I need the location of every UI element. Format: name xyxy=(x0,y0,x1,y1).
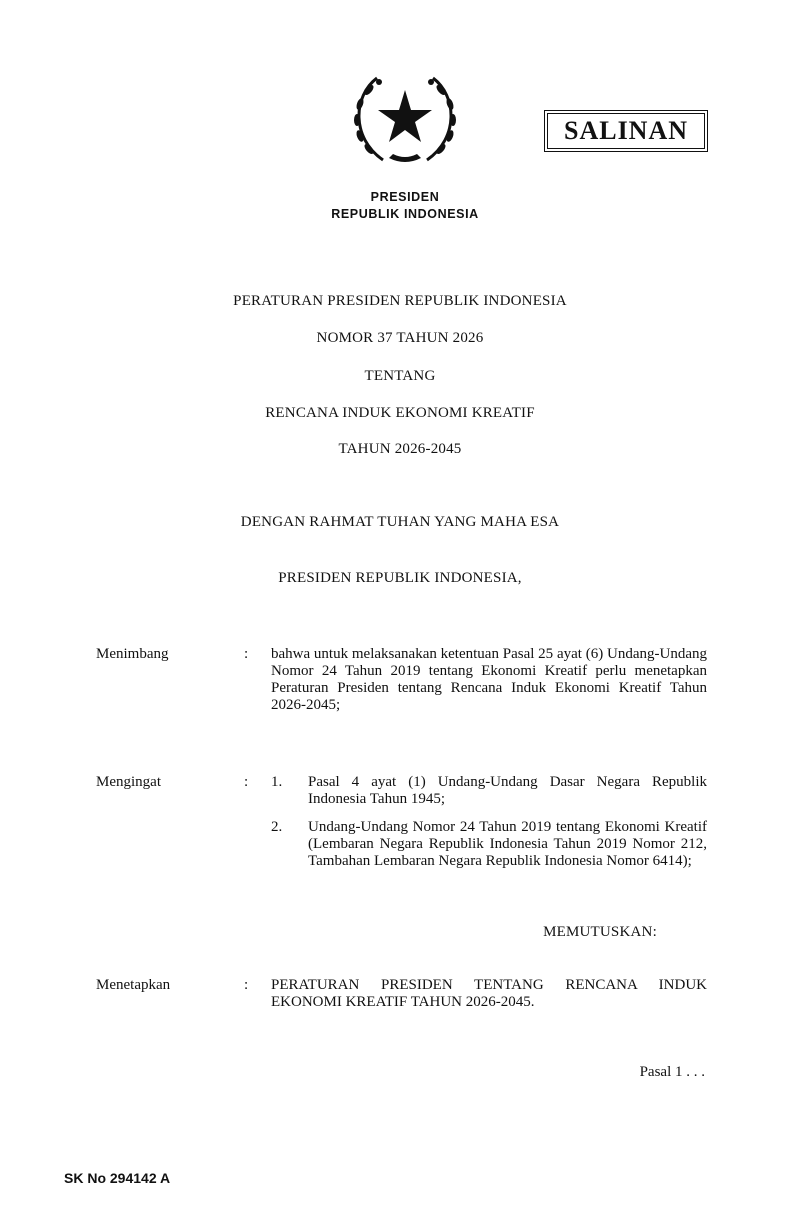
sk-number: SK No 294142 A xyxy=(64,1170,171,1186)
mengingat-label: Mengingat xyxy=(96,774,161,790)
preamble-presiden: PRESIDEN REPUBLIK INDONESIA, xyxy=(278,570,522,586)
page-continuation: Pasal 1 . . . xyxy=(639,1064,705,1080)
title-regulation: PERATURAN PRESIDEN REPUBLIK INDONESIA xyxy=(233,293,567,309)
mengingat-item-number: 1. xyxy=(271,774,283,790)
mengingat-item-text: Pasal 4 ayat (1) Undang-Undang Dasar Negara Republik Indonesia Tahun 1945; xyxy=(308,774,707,807)
mengingat-colon: : xyxy=(244,774,249,790)
menimbang-label: Menimbang xyxy=(96,646,169,662)
mengingat-item-text: Undang-Undang Nomor 24 Tahun 2019 tentang Ekonomi Kreatif (Lembaran Negara Republik Indonesia Tahun 2019 Nomor 212, Tambahan Lembaran Negara Republik Indonesia Nomor 6414); xyxy=(308,819,707,869)
title-period: TAHUN 2026-2045 xyxy=(338,441,462,457)
salinan-stamp: SALINAN xyxy=(544,110,708,152)
menetapkan-label: Menetapkan xyxy=(96,977,171,993)
garuda-emblem-icon xyxy=(345,68,465,168)
menetapkan-text: PERATURAN PRESIDEN TENTANG RENCANA INDUK EKONOMI KREATIF TAHUN 2026-2045. xyxy=(271,977,707,1010)
menetapkan-colon: : xyxy=(244,977,249,993)
header-presiden: PRESIDEN xyxy=(370,190,440,204)
title-number: NOMOR 37 TAHUN 2026 xyxy=(316,330,484,346)
menimbang-colon: : xyxy=(244,646,249,662)
mengingat-item-number: 2. xyxy=(271,819,283,835)
title-subject: RENCANA INDUK EKONOMI KREATIF xyxy=(265,405,535,421)
title-tentang: TENTANG xyxy=(364,368,436,384)
header-republik-indonesia: REPUBLIK INDONESIA xyxy=(331,207,479,221)
menimbang-text: bahwa untuk melaksanakan ketentuan Pasal 25 ayat (6) Undang-Undang Nomor 24 Tahun 2019 tentang Ekonomi Kreatif perlu menetapkan Peraturan Presiden tentang Rencana Induk Ekonomi Kreatif Tahun 2026-2045; xyxy=(271,646,707,713)
memutuskan-heading: MEMUTUSKAN: xyxy=(543,924,657,940)
preamble-rahmat: DENGAN RAHMAT TUHAN YANG MAHA ESA xyxy=(240,514,560,530)
